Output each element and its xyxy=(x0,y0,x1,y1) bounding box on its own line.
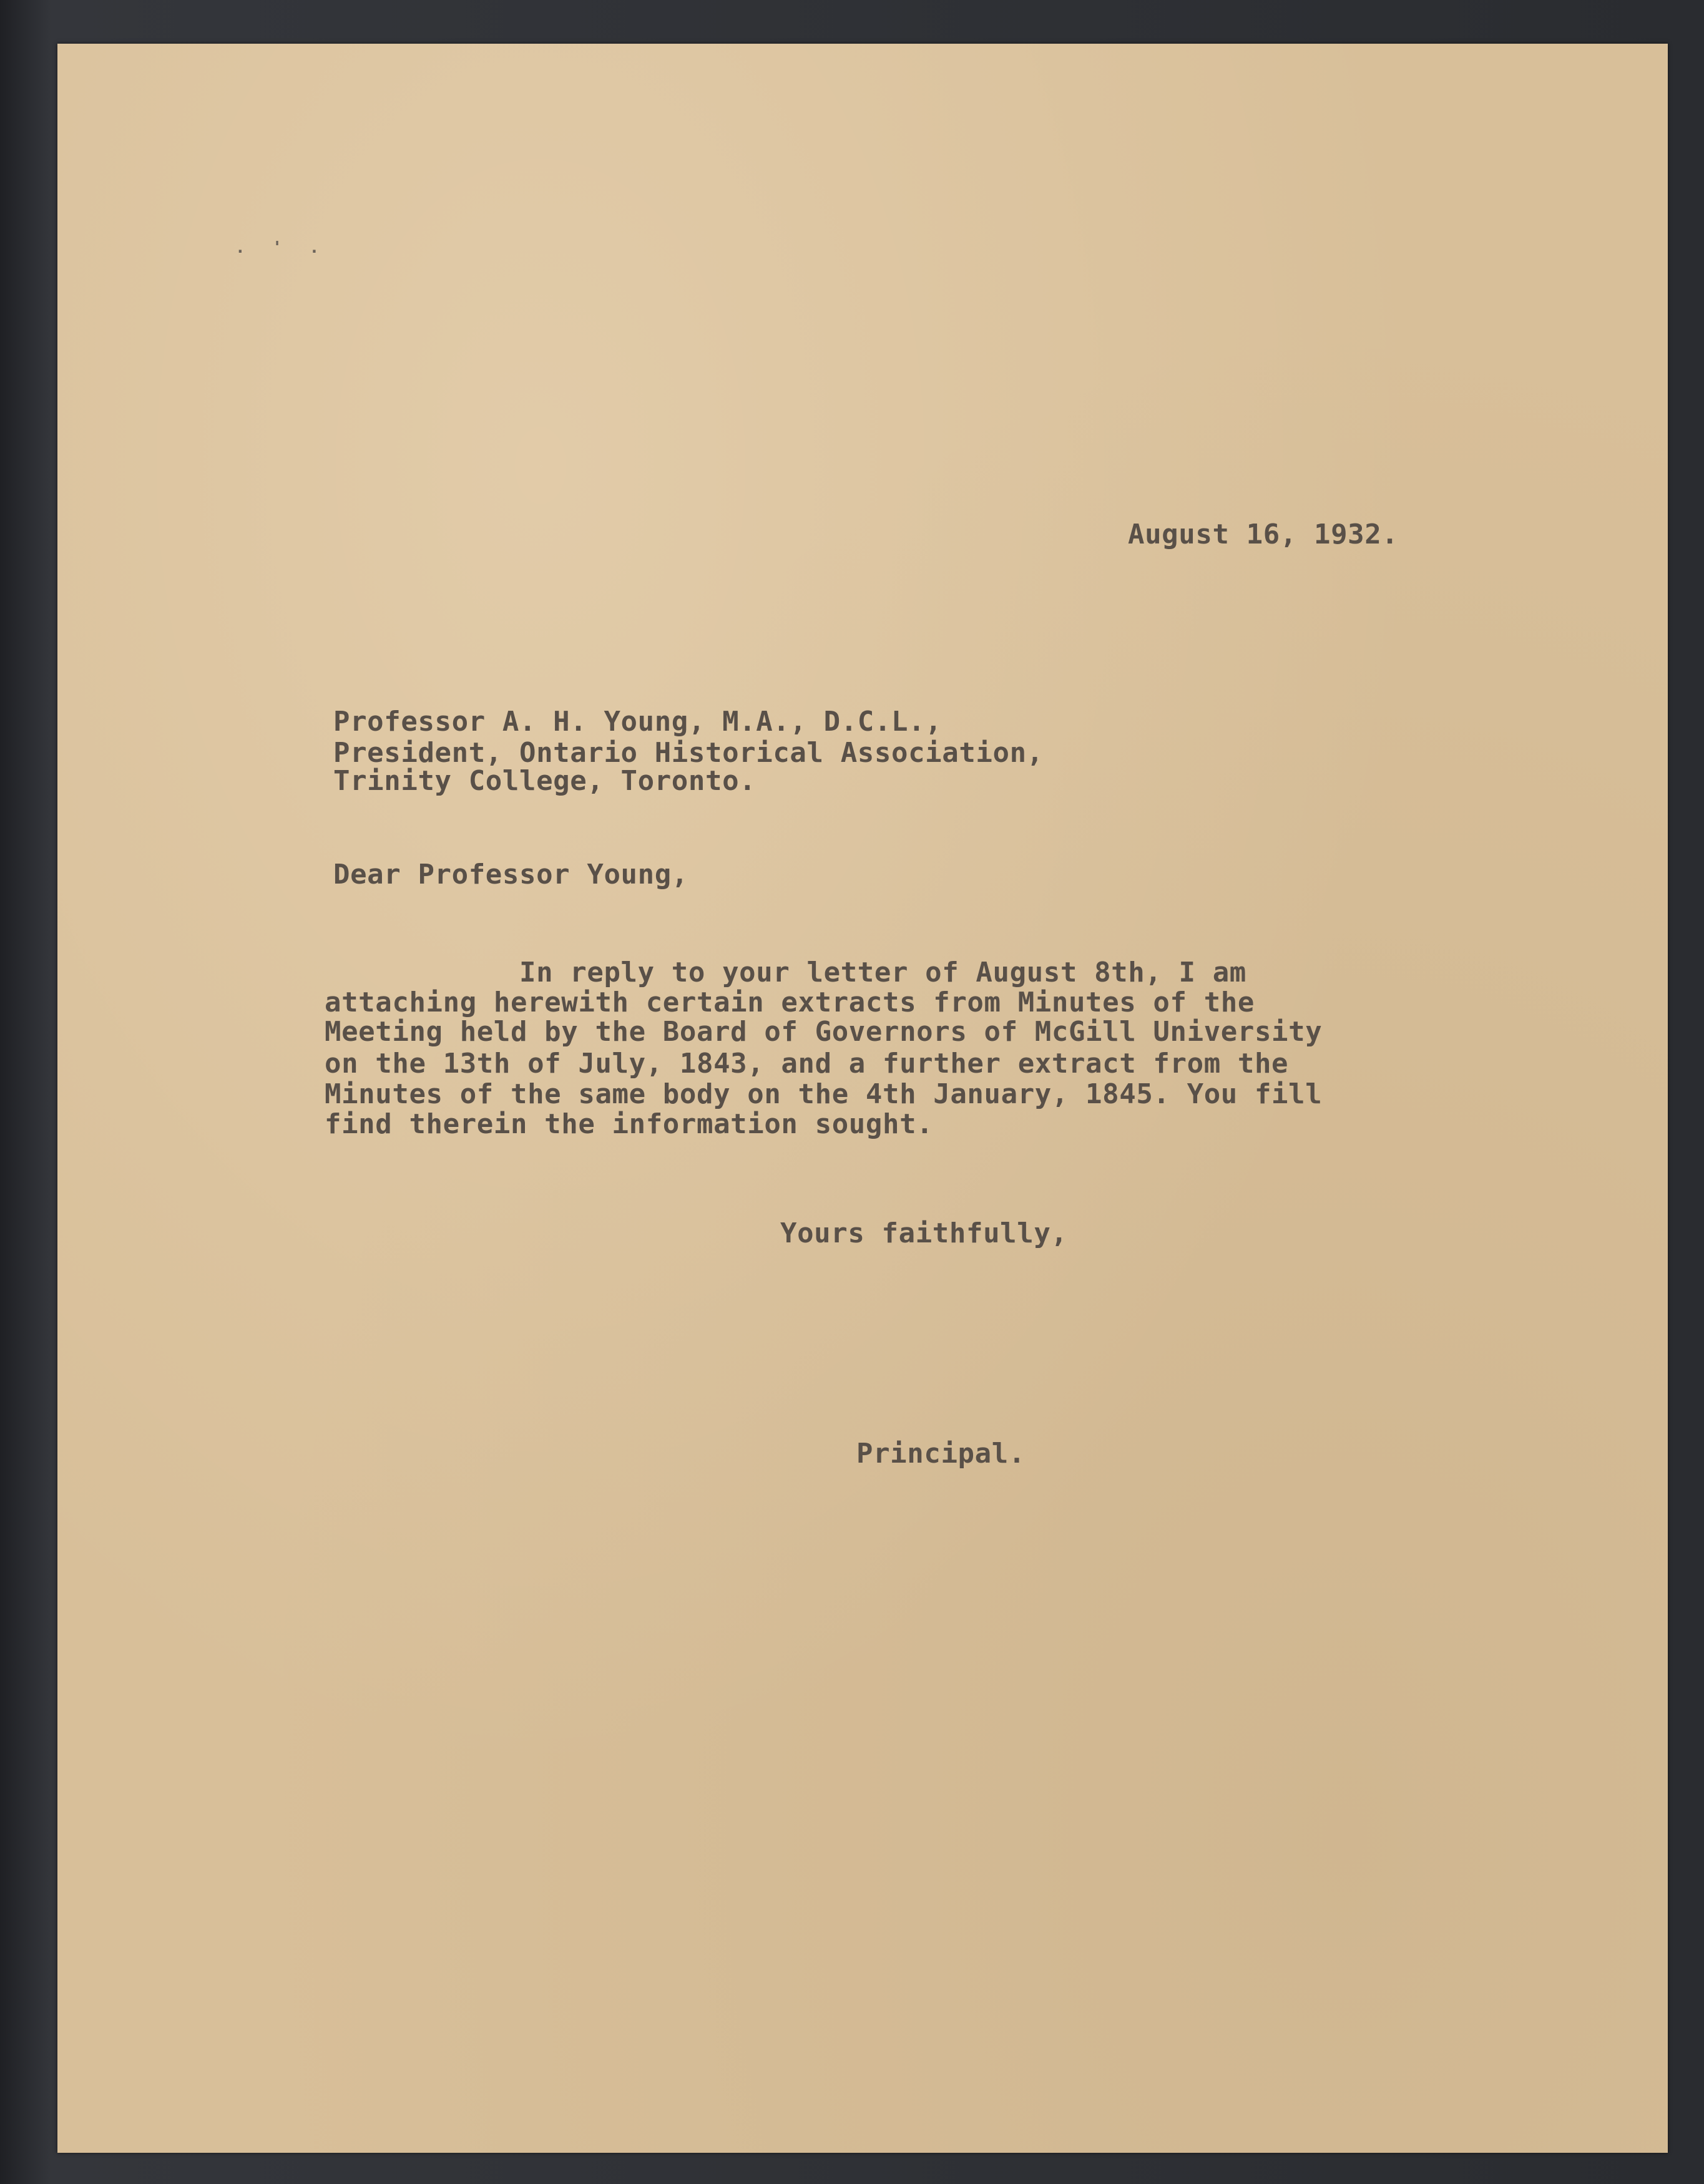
body-line-1: In reply to your letter of August 8th, I am xyxy=(519,957,1246,988)
recipient-line-3: Trinity College, Toronto. xyxy=(333,765,757,797)
body-line-5: Minutes of the same body on the 4th January, 1845. You fill xyxy=(325,1078,1323,1110)
salutation: Dear Professor Young, xyxy=(333,859,688,890)
stray-ink-mark: . ' . xyxy=(235,238,328,257)
body-line-6: find therein the information sought. xyxy=(325,1108,934,1140)
body-line-3: Meeting held by the Board of Governors of McGill University xyxy=(325,1016,1323,1048)
body-line-2: attaching herewith certain extracts from Minutes of the xyxy=(325,987,1255,1018)
body-line-4: on the 13th of July, 1843, and a further extract from the xyxy=(325,1048,1289,1080)
letter-date: August 16, 1932. xyxy=(1128,519,1399,550)
closing: Yours faithfully, xyxy=(780,1217,1068,1249)
recipient-line-1: Professor A. H. Young, M.A., D.C.L., xyxy=(333,706,943,738)
recipient-line-2: President, Ontario Historical Association, xyxy=(333,737,1044,769)
letter-page xyxy=(57,44,1668,2153)
signature-title: Principal. xyxy=(856,1438,1026,1470)
